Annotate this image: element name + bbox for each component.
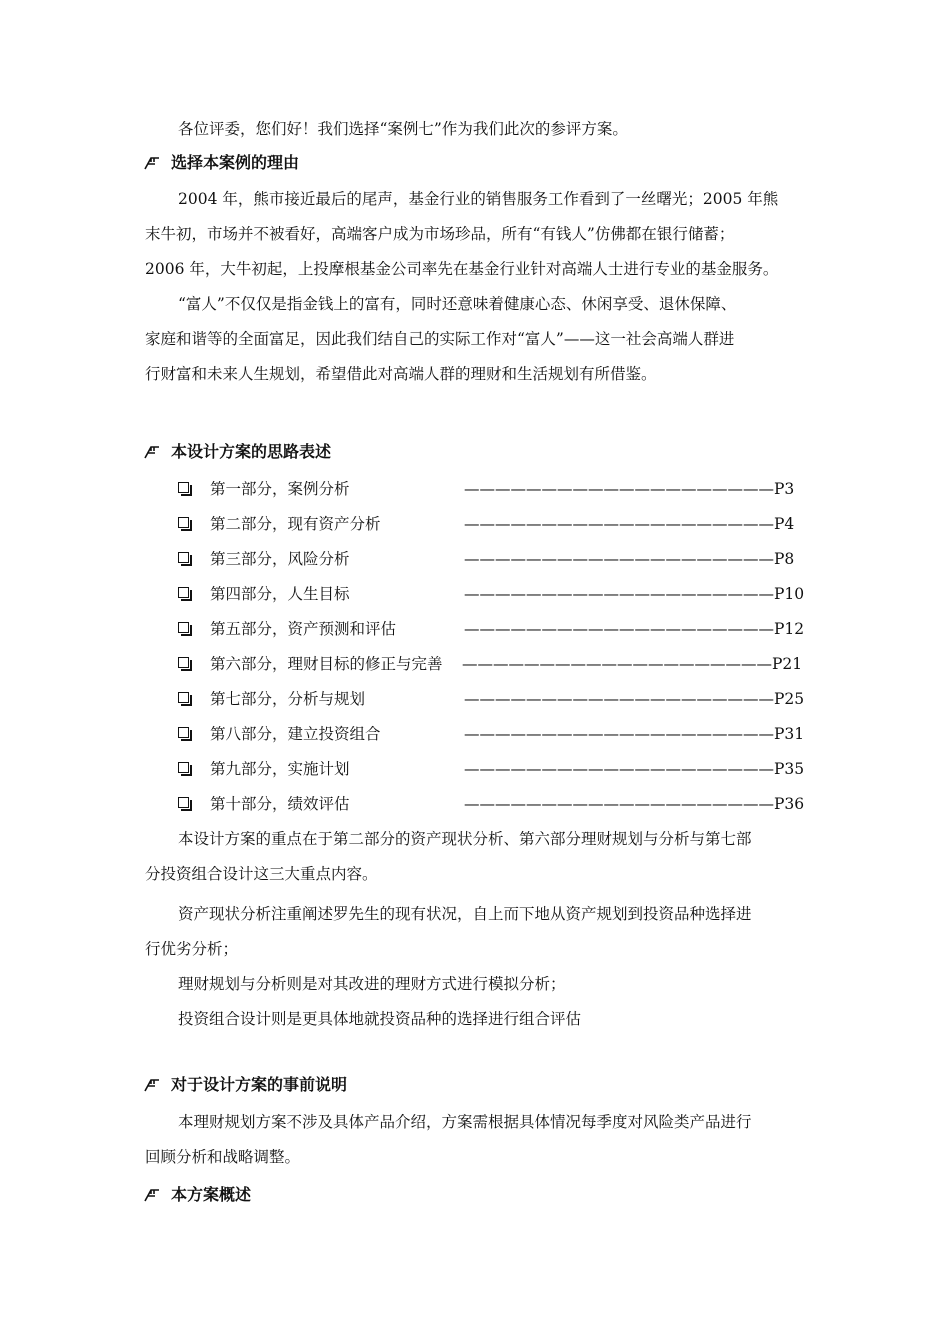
section-heading-overview xyxy=(143,1183,251,1207)
plan-line: 理财规划与分析则是对其改进的理财方式进行模拟分析； xyxy=(178,975,566,993)
section-heading-reason xyxy=(143,151,299,175)
focus-line2: 分投资组合设计这三大重点内容。 xyxy=(145,865,378,883)
reason-para2-line3: 行财富和未来人生规划，希望借此对高端人群的理财和生活规划有所借鉴。 xyxy=(145,365,657,383)
pointing-hand-icon xyxy=(143,1076,161,1094)
section-heading-notes xyxy=(143,1073,347,1097)
heading-text: 对于设计方案的事前说明 xyxy=(171,1075,348,1094)
toc-label: 第五部分，资产预测和评估 xyxy=(210,620,397,638)
notes-line2: 回顾分析和战略调整。 xyxy=(145,1148,301,1166)
toc-item xyxy=(178,652,803,676)
checkbox-bullet-icon xyxy=(178,762,189,773)
checkbox-bullet-icon xyxy=(178,727,189,738)
toc-page-leader: ————————————————————P3 xyxy=(464,480,795,498)
checkbox-bullet-icon xyxy=(178,657,189,668)
pointing-hand-icon xyxy=(143,1186,161,1204)
toc-page-leader: ————————————————————P12 xyxy=(464,620,805,638)
toc-item xyxy=(178,757,805,781)
checkbox-bullet-icon xyxy=(178,482,189,493)
checkbox-bullet-icon xyxy=(178,692,189,703)
toc-item xyxy=(178,547,795,571)
toc-item xyxy=(178,722,805,746)
toc-page-leader: ————————————————————P31 xyxy=(464,725,805,743)
heading-text: 本方案概述 xyxy=(171,1185,252,1204)
checkbox-bullet-icon xyxy=(178,622,189,633)
focus-line1: 本设计方案的重点在于第二部分的资产现状分析、第六部分理财规划与分析与第七部 xyxy=(178,830,752,848)
toc-page-leader: ————————————————————P4 xyxy=(464,515,795,533)
checkbox-bullet-icon xyxy=(178,517,189,528)
toc-page-leader: ————————————————————P36 xyxy=(464,795,805,813)
reason-para1-line3: 2006 年，大牛初起，上投摩根基金公司率先在基金行业针对高端人士进行专业的基金服务。 xyxy=(145,260,779,278)
notes-line1: 本理财规划方案不涉及具体产品介绍，方案需根据具体情况每季度对风险类产品进行 xyxy=(178,1113,752,1131)
checkbox-bullet-icon xyxy=(178,552,189,563)
heading-text: 本设计方案的思路表述 xyxy=(171,442,332,461)
toc-page-leader: ————————————————————P10 xyxy=(464,585,805,603)
toc-label: 第四部分，人生目标 xyxy=(210,585,350,603)
toc-label: 第九部分，实施计划 xyxy=(210,760,350,778)
toc-label: 第二部分，现有资产分析 xyxy=(210,515,381,533)
reason-para1-line1: 2004 年，熊市接近最后的尾声，基金行业的销售服务工作看到了一丝曙光；2005 年熊 xyxy=(178,190,779,208)
asset-line2: 行优劣分析； xyxy=(145,940,239,958)
checkbox-bullet-icon xyxy=(178,797,189,808)
reason-para1-line2: 末牛初，市场并不被看好，高端客户成为市场珍品，所有“有钱人”仿佛都在银行储蓄； xyxy=(145,225,735,243)
toc-page-leader: ————————————————————P35 xyxy=(464,760,805,778)
pointing-hand-icon xyxy=(143,154,161,172)
toc-item xyxy=(178,477,795,501)
toc-label: 第一部分，案例分析 xyxy=(210,480,350,498)
asset-line1: 资产现状分析注重阐述罗先生的现有状况，自上而下地从资产规划到投资品种选择进 xyxy=(178,905,752,923)
toc-label: 第十部分，绩效评估 xyxy=(210,795,350,813)
toc-label: 第三部分，风险分析 xyxy=(210,550,350,568)
heading-text: 选择本案例的理由 xyxy=(171,153,300,172)
intro-paragraph: 各位评委，您们好！我们选择“案例七”作为我们此次的参评方案。 xyxy=(178,120,628,138)
toc-label: 第八部分，建立投资组合 xyxy=(210,725,381,743)
reason-para2-line2: 家庭和谐等的全面富足，因此我们结自己的实际工作对“富人”——这一社会高端人群进 xyxy=(145,330,735,348)
reason-para2-line1: “富人”不仅仅是指金钱上的富有，同时还意味着健康心态、休闲享受、退休保障、 xyxy=(178,295,737,313)
toc-item xyxy=(178,617,805,641)
section-heading-outline xyxy=(143,440,331,464)
toc-label: 第七部分，分析与规划 xyxy=(210,690,366,708)
checkbox-bullet-icon xyxy=(178,587,189,598)
toc-label: 第六部分，理财目标的修正与完善 xyxy=(210,655,443,673)
toc-item xyxy=(178,512,795,536)
toc-page-leader: ————————————————————P21 xyxy=(462,655,803,673)
toc-item xyxy=(178,582,805,606)
toc-item xyxy=(178,687,805,711)
portfolio-line: 投资组合设计则是更具体地就投资品种的选择进行组合评估 xyxy=(178,1010,582,1028)
toc-page-leader: ————————————————————P25 xyxy=(464,690,805,708)
toc-item xyxy=(178,792,805,816)
toc-page-leader: ————————————————————P8 xyxy=(464,550,795,568)
pointing-hand-icon xyxy=(143,443,161,461)
